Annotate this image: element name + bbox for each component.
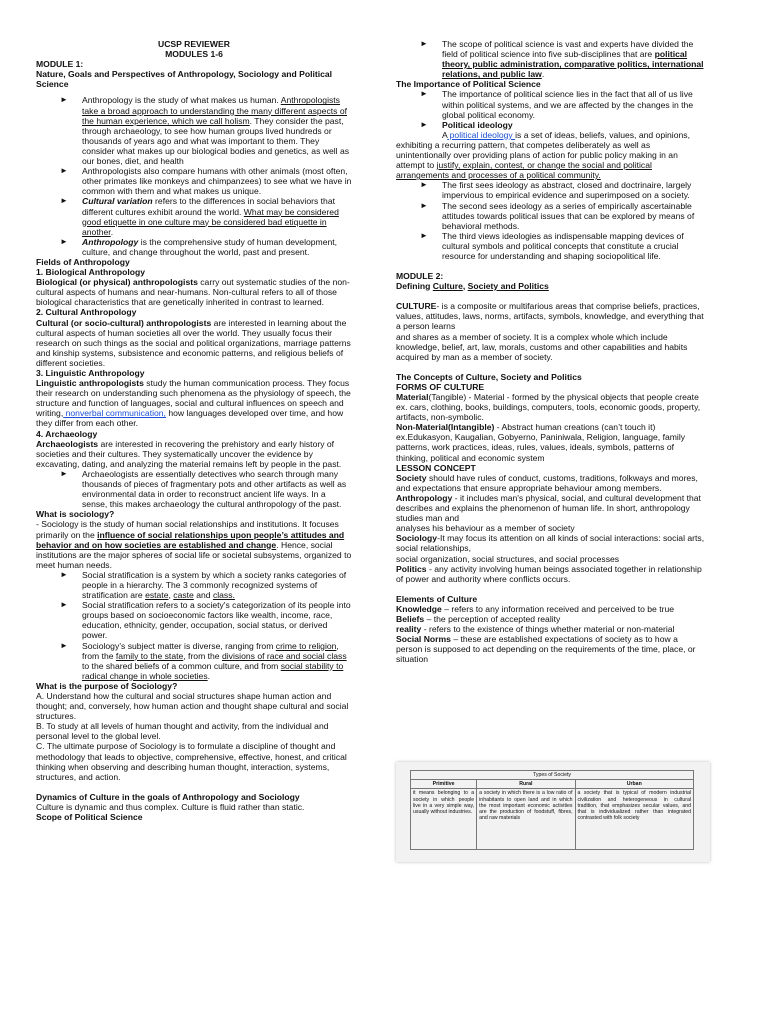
paragraph-text: . Hence, social institutions are the major spheres of social life or societal subsystems, organized to meet human needs. bbox=[36, 539, 352, 570]
fields-heading: Fields of Anthropology bbox=[36, 256, 130, 267]
bullet-text: Archaeologists are essentially detectives who search through many thousands of pieces of fragmentary pots and other artifacts as well as environmental data in order to reconstruct ancient life ways. In a sense, this makes archaeology the cultural anthropology of the past. bbox=[82, 468, 347, 510]
paragraph-text: - any activity involving human beings associated together in relationship of power and authority where conflicts occurs. bbox=[396, 563, 702, 584]
term: Beliefs bbox=[396, 613, 425, 624]
bullet-archaeologists-detectives bbox=[36, 469, 352, 509]
beliefs-definition bbox=[396, 614, 706, 624]
underlined-bold-text: influence of social relationships upon people’s attitudes and behavior and on how societies are established and change bbox=[36, 529, 345, 550]
arrow-bullet-icon: ► bbox=[60, 166, 68, 176]
bullet-sociology-subject-matter bbox=[36, 641, 352, 681]
sociology-definition-cont: social organization, social structures, and social processes bbox=[396, 553, 620, 564]
arrow-bullet-icon: ► bbox=[420, 89, 428, 99]
bullet-text: Anthropologists also compare humans with other animals (most often, other primates like monkeys and chimpanzees) to see what we have in common with them and what makes us unique. bbox=[82, 166, 352, 197]
paragraph-text: A bbox=[442, 129, 448, 140]
bullet-text: to the shared beliefs of a common culture, and from bbox=[82, 660, 281, 671]
anthropology-definition bbox=[396, 493, 706, 523]
module-1-heading: MODULE 1: bbox=[36, 59, 84, 70]
bullet-text: , bbox=[168, 590, 174, 601]
arrow-bullet-icon: ► bbox=[420, 230, 428, 240]
underlined-text: Anthropologists take a broad approach to understanding the many different aspects of the human experience, which we call holism bbox=[82, 95, 347, 126]
right-column bbox=[396, 39, 706, 664]
term: Knowledge bbox=[396, 603, 442, 614]
bullet-text: Political ideology bbox=[442, 119, 513, 130]
term: reality bbox=[396, 624, 422, 635]
underlined-text: divisions of race and social class bbox=[221, 650, 347, 661]
bullet-stratification-system bbox=[36, 570, 352, 600]
arrow-bullet-icon: ► bbox=[60, 468, 68, 478]
bullet-text: Anthropology is the study of what makes us human. bbox=[82, 95, 281, 106]
sociology-question: What is sociology? bbox=[36, 509, 115, 520]
field-2-heading: 2. Cultural Anthropology bbox=[36, 307, 137, 318]
underlined-text: family to the state bbox=[115, 650, 184, 661]
bullet-text: , from the bbox=[183, 650, 222, 661]
paragraph-text: - Sociology is the study of human social relationships and institutions. It focuses primarily on the bbox=[36, 519, 339, 540]
culture-definition-cont: and shares as a member of society. It is a complex whole which include knowledge, belief, art, law, morals, customs and other capabilities and habits acquired by man as a member of society. bbox=[396, 331, 688, 362]
importance-heading: The Importance of Political Science bbox=[396, 79, 541, 90]
political-ideology-link[interactable]: political ideology bbox=[447, 129, 516, 140]
term: Sociology bbox=[396, 533, 438, 544]
arrow-bullet-icon: ► bbox=[60, 600, 68, 610]
bullet-text: The first sees ideology as abstract, closed and doctrinaire, largely impervious to empirical evidence and superimposed on a society. bbox=[442, 180, 692, 201]
bullet-text: The second sees ideology as a series of empirically ascertainable attitudes towards political issues that can be explored by means of behavioral methods. bbox=[442, 200, 695, 231]
bullet-ideology-second bbox=[396, 201, 706, 231]
arrow-bullet-icon: ► bbox=[420, 180, 428, 190]
term: Linguistic anthropologists bbox=[36, 378, 144, 389]
table-caption: Types of Society bbox=[411, 771, 694, 780]
bullet-stratification-categorization bbox=[36, 600, 352, 640]
paragraph-text: should have rules of conduct, customs, traditions, folkways and mores, and expectations that ensure appropriate behaviour among members. bbox=[396, 472, 698, 493]
table-cell-rural: a society in which there is a low ratio of inhabitants to open land and in which the most important economic activities are the production of foodstuff, fibres, and raw materials bbox=[477, 789, 575, 850]
purpose-c: C. The ultimate purpose of Sociology is to formulate a discipline of thought and methodology that leads to objective, comprehensive, effective, honest, and critical thinking when observing and describing human thought, interaction, systems, structures, and action. bbox=[36, 741, 347, 782]
module-2-heading: MODULE 2: bbox=[396, 271, 444, 282]
purpose-a: A. Understand how the cultural and social structures shape human action and thought; and, conversely, how human action and thought shape cultural and social structures. bbox=[36, 691, 349, 722]
bullet-text: Social stratification refers to a society's categorization of its people into groups based on socioeconomic factors like wealth, income, race, education, ethnicity, gender, occupation, social status, or derived power. bbox=[82, 600, 351, 641]
paragraph-text: are interested in learning about the cultural aspects of human societies all over the world. They usually focus their research on such things as the social and political organizations, marriage patterns and kinship systems, subsistence and economic patterns, and religious beliefs of different societies. bbox=[36, 317, 351, 368]
bullet-text: is the comprehensive study of human development, culture, and change throughout the world, past and present. bbox=[82, 236, 338, 257]
term: Cultural (or socio-cultural) anthropologists bbox=[36, 317, 212, 328]
field-2-text bbox=[36, 318, 352, 368]
term: Society bbox=[396, 472, 427, 483]
table-header-primitive: Primitive bbox=[411, 780, 477, 789]
bullet-text: The scope of political science is vast and experts have divided the field of political science into five sub-disciplines that are bbox=[442, 39, 694, 60]
term: Material bbox=[396, 392, 429, 402]
underlined-text: crime to religion bbox=[275, 640, 337, 651]
arrow-bullet-icon: ► bbox=[60, 569, 68, 579]
paragraph-text: study the human communication process. They focus their research on understanding such phenomena as the physiology of speech, the structure and function of languages, social and cultural influences on speech and writing, bbox=[36, 378, 351, 419]
bullet-text: . bbox=[207, 670, 211, 681]
types-of-society-table bbox=[410, 770, 694, 850]
paragraph-text: – the perception of accepted reality bbox=[424, 613, 561, 624]
reality-definition bbox=[396, 624, 706, 634]
bullet-anthropologists-compare bbox=[36, 166, 352, 196]
paragraph-text: – these are established expectations of society as to how a person is supposed to act depending on the requirements of the time, place, or situation bbox=[396, 634, 696, 665]
document-subtitle: MODULES 1-6 bbox=[165, 49, 223, 60]
arrow-bullet-icon: ► bbox=[420, 39, 428, 48]
bullet-importance bbox=[396, 89, 706, 119]
underlined-text: Society and Politics bbox=[467, 281, 549, 292]
bullet-text: Sociology’s subject matter is diverse, ranging from bbox=[82, 640, 276, 651]
arrow-bullet-icon: ► bbox=[420, 119, 428, 129]
bullet-text: The importance of political science lies in the fact that all of us live within political systems, and we are affected by the changes in the global political economy. bbox=[442, 89, 694, 120]
field-3-text bbox=[36, 378, 352, 428]
paragraph-text: - refers to the existence of things whether material or non-material bbox=[421, 624, 675, 635]
table-cell-primitive: it means belonging to a society in which people live in a very simple way, usually without industries. bbox=[411, 789, 477, 850]
table-header-rural: Rural bbox=[477, 780, 575, 789]
paragraph-text: – refers to any information received and perceived to be true bbox=[441, 603, 675, 614]
term: Anthropology bbox=[396, 492, 453, 503]
underlined-bold-text: political theory, public administration, comparative politics, international relations, and public law bbox=[442, 49, 704, 80]
material-definition bbox=[396, 392, 706, 422]
purpose-question: What is the purpose of Sociology? bbox=[36, 680, 178, 691]
arrow-bullet-icon: ► bbox=[60, 236, 68, 246]
arrow-bullet-icon: ► bbox=[60, 196, 68, 206]
bullet-ideology-first bbox=[396, 180, 706, 200]
heading-text: Defining bbox=[396, 281, 433, 292]
term: Politics bbox=[396, 563, 427, 574]
lesson-heading: LESSON CONCEPT bbox=[396, 462, 476, 473]
underlined-text: caste bbox=[173, 590, 194, 601]
concepts-heading: The Concepts of Culture, Society and Politics bbox=[396, 371, 582, 382]
term: CULTURE bbox=[396, 301, 437, 312]
bullet-text: . They consider the past, through archaeology, to see how human groups lived hundreds or thousands of years ago and what was important to them. They consider what makes up our biological bodies and genetics, as well as our bones, diet, and health bbox=[82, 115, 350, 167]
table-cell-urban: a society that is typical of modern industrial civilization and heterogeneous in cultural tradition, that emphasizes secular values, and that is individualized rather than integrated contrasted with folk society bbox=[575, 789, 693, 850]
term: Non-Material(Intangible) bbox=[396, 422, 495, 433]
underlined-text: What may be considered good etiquette in one culture may be considered bad etiquette in another bbox=[82, 206, 339, 237]
module-2-title bbox=[396, 281, 706, 291]
bullet-text: , from the bbox=[82, 640, 339, 661]
underlined-text: class. bbox=[212, 590, 235, 601]
term: Anthropology bbox=[82, 236, 139, 247]
anthropology-definition-cont: analyses his behaviour as a member of society bbox=[396, 523, 575, 534]
knowledge-definition bbox=[396, 604, 706, 614]
nonverbal-communication-link[interactable]: nonverbal communication, bbox=[63, 408, 166, 419]
bullet-text: . bbox=[541, 69, 545, 80]
paragraph-text: - Abstract human creations (can’t touch it) ex.Edukasyon, Kaugalian, Gobyerno, Paniniwala, Religion, language, family patterns, work practices, ideas, rules, values, ideals, symbols, patterns of thinking, political and economic system bbox=[396, 422, 686, 463]
bullet-anthropology-comprehensive bbox=[36, 237, 352, 257]
term: Biological (or physical) anthropologists bbox=[36, 277, 198, 288]
social-norms-definition bbox=[396, 634, 706, 664]
table-header-urban: Urban bbox=[575, 780, 693, 789]
arrow-bullet-icon: ► bbox=[60, 640, 68, 650]
term: Cultural variation bbox=[82, 196, 153, 207]
paragraph-text: -It may focus its attention on all kinds of social interactions: social arts, social relationships, bbox=[396, 533, 705, 554]
field-3-heading: 3. Linguistic Anthropology bbox=[36, 368, 145, 378]
paragraph-text: is a set of ideas, beliefs, values, and opinions, exhibiting a recurring pattern, that competes deliberately as well as unintentionally over providing plans of action for public policy making in an attempt to bbox=[396, 129, 690, 171]
paragraph-text: (Tangible) - Material - formed by the physical objects that people create ex. cars, clothing, books, buildings, computers, tools, economic goods, property, artifacts, non-symbolic. bbox=[396, 392, 701, 423]
purpose-b: B. To study at all levels of human thought and activity, from the individual and personal level to the global level. bbox=[36, 721, 329, 742]
forms-heading: FORMS OF CULTURE bbox=[396, 381, 485, 392]
political-ideology-text bbox=[396, 130, 706, 180]
sociology-answer bbox=[36, 519, 352, 569]
bullet-text: and bbox=[193, 590, 213, 601]
left-column bbox=[36, 39, 352, 822]
document-title: UCSP REVIEWER bbox=[158, 39, 230, 49]
politics-definition bbox=[396, 564, 706, 584]
field-4-text bbox=[36, 439, 352, 469]
term: Social Norms bbox=[396, 634, 451, 645]
bullet-cultural-variation bbox=[36, 196, 352, 236]
underlined-text: Culture bbox=[432, 281, 463, 292]
term: Archaeologists bbox=[36, 438, 99, 449]
sociology-definition bbox=[396, 533, 706, 553]
bullet-political-ideology bbox=[396, 120, 706, 130]
paragraph-text: - it includes man's physical, social, and cultural development that describes and explains the phenomenon of human life. In short, anthropology studies man and bbox=[396, 492, 701, 524]
bullet-text: Social stratification is a system by which a society ranks categories of people in a hierarchy. The 3 commonly recognized systems of stratification are bbox=[82, 569, 347, 601]
module-1-title: Nature, Goals and Perspectives of Anthropology, Sociology and Political Science bbox=[36, 69, 333, 90]
dynamics-heading: Dynamics of Culture in the goals of Anthropology and Sociology bbox=[36, 791, 300, 802]
underlined-text: justify, explain, contest, or change the social and political arrangements and processes of a political community. bbox=[396, 160, 652, 181]
bullet-text: . bbox=[110, 226, 114, 237]
bullet-scope-subdisciplines bbox=[396, 39, 706, 79]
culture-definition bbox=[396, 301, 706, 331]
scope-heading: Scope of Political Science bbox=[36, 812, 143, 823]
paragraph-text: how languages developed over time, and how they differ from each other. bbox=[36, 408, 344, 429]
nonmaterial-definition bbox=[396, 422, 706, 462]
paragraph-text: - is a composite or multifarious areas that comprise beliefs, practices, values, attitudes, laws, norms, artifacts, symbols, knowledge, and everything that a person learns bbox=[396, 301, 704, 332]
arrow-bullet-icon: ► bbox=[420, 200, 428, 210]
underlined-text: estate bbox=[145, 590, 169, 601]
types-of-society-table-image bbox=[396, 762, 710, 862]
arrow-bullet-icon: ► bbox=[60, 95, 68, 105]
field-1-heading: 1. Biological Anthropology bbox=[36, 267, 146, 278]
underlined-text: social stability to radical change in whole societies bbox=[82, 660, 344, 681]
bullet-text: The third views ideologies as indispensable mapping devices of cultural symbols and political concepts that constitute a crucial resource for understanding and shaping sociopolitical life. bbox=[442, 230, 684, 261]
society-definition bbox=[396, 473, 706, 493]
heading-text: , bbox=[462, 281, 468, 292]
bullet-anthropology-definition bbox=[36, 95, 352, 166]
elements-heading: Elements of Culture bbox=[396, 593, 478, 604]
bullet-text: refers to the differences in social behaviors that different cultures exhibit around the world. bbox=[82, 196, 335, 217]
paragraph-text: are interested in recovering the prehistory and early history of societies and their cultures. They systematically uncover the evidence by excavating, dating, and analyzing the material remains left by people in the past. bbox=[36, 438, 342, 469]
field-1-text bbox=[36, 277, 352, 307]
field-4-heading: 4. Archaeology bbox=[36, 428, 98, 439]
paragraph-text: carry out systematic studies of the non-cultural aspects of humans and near-humans. Non-cultural refers to all of those biological characteristics that are genetically inherited in contrast to learned. bbox=[36, 277, 350, 308]
bullet-ideology-third bbox=[396, 231, 706, 261]
dynamics-text: Culture is dynamic and thus complex. Culture is fluid rather than static. bbox=[36, 801, 305, 812]
